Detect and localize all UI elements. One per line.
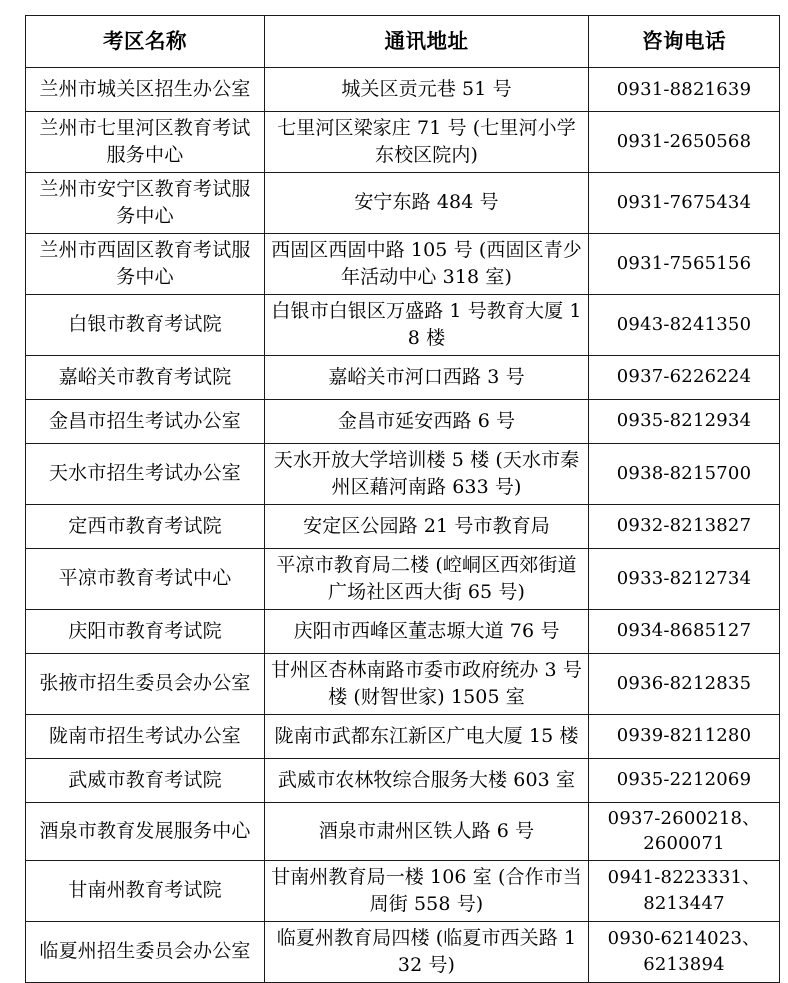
cell-mailing-address: 西固区西固中路 105 号 (西固区青少年活动中心 318 室): [265, 233, 589, 294]
cell-mailing-address: 酒泉市肃州区铁人路 6 号: [265, 802, 589, 860]
cell-contact-phone: 0941-8223331、 8213447: [589, 860, 780, 921]
cell-exam-district-name: 兰州市城关区招生办公室: [26, 68, 265, 112]
cell-mailing-address: 城关区贡元巷 51 号: [265, 68, 589, 112]
cell-exam-district-name: 金昌市招生考试办公室: [26, 399, 265, 443]
table-row: [26, 860, 780, 921]
cell-mailing-address: 天水开放大学培训楼 5 楼 (天水市秦州区藉河南路 633 号): [265, 443, 589, 504]
cell-contact-phone: 0943-8241350: [589, 294, 780, 355]
cell-contact-phone: 0931-2650568: [589, 112, 780, 173]
cell-exam-district-name: 酒泉市教育发展服务中心: [26, 802, 265, 860]
cell-mailing-address: 平凉市教育局二楼 (崆峒区西郊街道广场社区西大街 65 号): [265, 548, 589, 609]
exam-district-table-container: [25, 15, 779, 983]
table-body: [26, 68, 780, 983]
table-row: [26, 504, 780, 548]
cell-exam-district-name: 兰州市西固区教育考试服务中心: [26, 233, 265, 294]
cell-exam-district-name: 张掖市招生委员会办公室: [26, 653, 265, 714]
cell-contact-phone: 0936-8212835: [589, 653, 780, 714]
cell-mailing-address: 武威市农林牧综合服务大楼 603 室: [265, 758, 589, 802]
cell-exam-district-name: 兰州市七里河区教育考试服务中心: [26, 112, 265, 173]
table-row: [26, 294, 780, 355]
header-row: [26, 16, 780, 68]
cell-mailing-address: 金昌市延安西路 6 号: [265, 399, 589, 443]
cell-contact-phone: 0930-6214023、 6213894: [589, 921, 780, 982]
cell-exam-district-name: 陇南市招生考试办公室: [26, 714, 265, 758]
cell-contact-phone: 0935-2212069: [589, 758, 780, 802]
cell-contact-phone: 0932-8213827: [589, 504, 780, 548]
cell-contact-phone: 0935-8212934: [589, 399, 780, 443]
cell-mailing-address: 甘州区杏林南路市委市政府统办 3 号楼 (财智世家) 1505 室: [265, 653, 589, 714]
cell-mailing-address: 安定区公园路 21 号市教育局: [265, 504, 589, 548]
cell-exam-district-name: 甘南州教育考试院: [26, 860, 265, 921]
cell-exam-district-name: 临夏州招生委员会办公室: [26, 921, 265, 982]
column-header-name: 考区名称: [26, 16, 265, 68]
table-row: [26, 548, 780, 609]
cell-contact-phone: 0937-6226224: [589, 355, 780, 399]
cell-mailing-address: 临夏州教育局四楼 (临夏市西关路 132 号): [265, 921, 589, 982]
cell-contact-phone: 0934-8685127: [589, 609, 780, 653]
cell-contact-phone: 0931-7675434: [589, 172, 780, 233]
cell-exam-district-name: 嘉峪关市教育考试院: [26, 355, 265, 399]
cell-contact-phone: 0939-8211280: [589, 714, 780, 758]
cell-contact-phone: 0931-8821639: [589, 68, 780, 112]
cell-contact-phone: 0931-7565156: [589, 233, 780, 294]
cell-exam-district-name: 天水市招生考试办公室: [26, 443, 265, 504]
table-row: [26, 355, 780, 399]
cell-mailing-address: 甘南州教育局一楼 106 室 (合作市当周街 558 号): [265, 860, 589, 921]
cell-exam-district-name: 白银市教育考试院: [26, 294, 265, 355]
cell-mailing-address: 嘉峪关市河口西路 3 号: [265, 355, 589, 399]
cell-exam-district-name: 平凉市教育考试中心: [26, 548, 265, 609]
table-row: [26, 758, 780, 802]
exam-district-contact-table: [25, 15, 780, 983]
table-row: [26, 802, 780, 860]
cell-mailing-address: 陇南市武都东江新区广电大厦 15 楼: [265, 714, 589, 758]
cell-exam-district-name: 定西市教育考试院: [26, 504, 265, 548]
cell-contact-phone: 0933-8212734: [589, 548, 780, 609]
cell-exam-district-name: 兰州市安宁区教育考试服务中心: [26, 172, 265, 233]
table-row: [26, 714, 780, 758]
table-row: [26, 443, 780, 504]
table-row: [26, 233, 780, 294]
cell-exam-district-name: 庆阳市教育考试院: [26, 609, 265, 653]
table-row: [26, 609, 780, 653]
column-header-phone: 咨询电话: [589, 16, 780, 68]
cell-mailing-address: 庆阳市西峰区董志塬大道 76 号: [265, 609, 589, 653]
cell-mailing-address: 安宁东路 484 号: [265, 172, 589, 233]
cell-mailing-address: 七里河区梁家庄 71 号 (七里河小学东校区院内): [265, 112, 589, 173]
column-header-address: 通讯地址: [265, 16, 589, 68]
table-row: [26, 399, 780, 443]
cell-exam-district-name: 武威市教育考试院: [26, 758, 265, 802]
table-row: [26, 112, 780, 173]
table-row: [26, 653, 780, 714]
table-row: [26, 172, 780, 233]
cell-mailing-address: 白银市白银区万盛路 1 号教育大厦 18 楼: [265, 294, 589, 355]
cell-contact-phone: 0937-2600218、 2600071: [589, 802, 780, 860]
table-row: [26, 68, 780, 112]
table-row: [26, 921, 780, 982]
cell-contact-phone: 0938-8215700: [589, 443, 780, 504]
table-header: [26, 16, 780, 68]
